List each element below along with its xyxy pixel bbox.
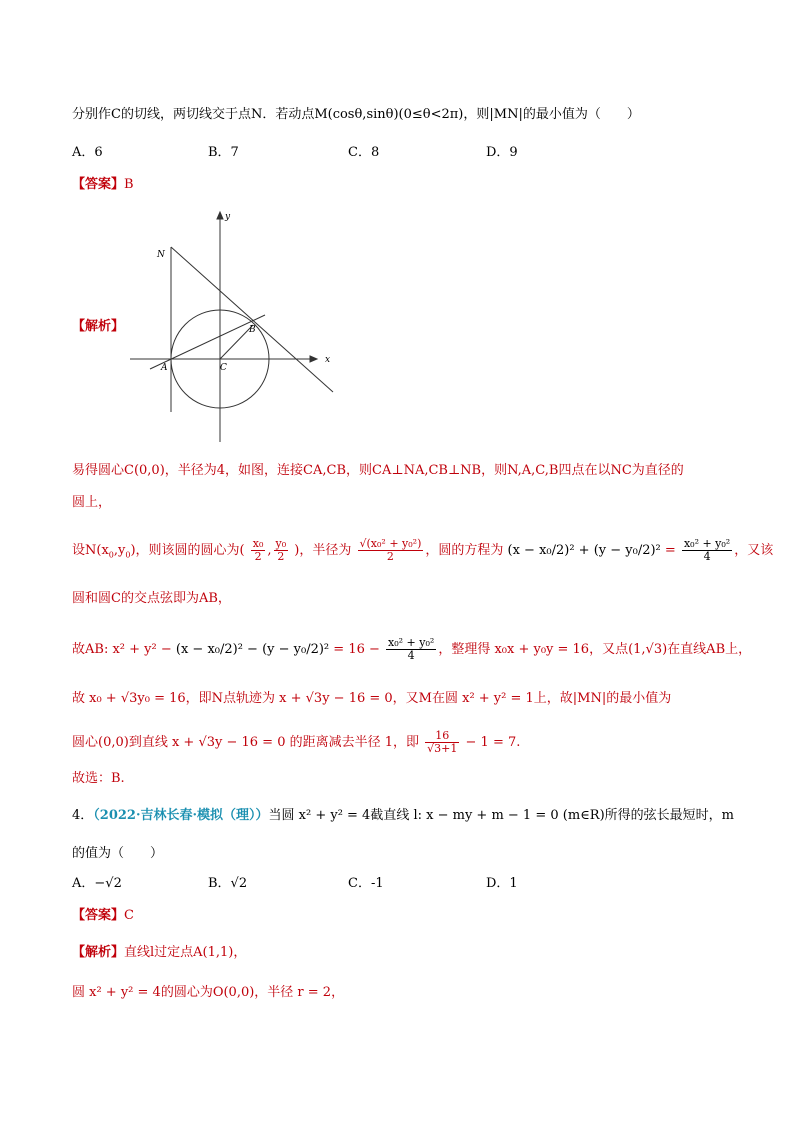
- label-n: N: [157, 250, 165, 260]
- q3-analysis-tag: [72, 318, 124, 336]
- sol2-part-d: )，半径为: [294, 543, 352, 558]
- frac-y0-half: $\frac{\text{y₀}}{2}$: [275, 537, 287, 563]
- sol-line-7: 故选：B.: [72, 771, 125, 786]
- y-axis-arrow: [217, 212, 223, 219]
- x-axis-arrow: [310, 356, 317, 362]
- sol2-part-c: )，则该圆的圆心为(: [130, 543, 245, 558]
- q4-option-a: A．−√2: [72, 876, 122, 891]
- q4-number: 4．: [72, 808, 94, 823]
- sol6-part-a: 圆心(0,0)到直线 x + √3y − 16 = 0 的距离减去半径 1，即: [72, 735, 420, 750]
- label-b: B: [249, 325, 256, 335]
- label-y: y: [225, 212, 231, 222]
- frac-radius: $\frac{\text{√(x₀² + y₀²)}}{2}$: [359, 537, 422, 563]
- sol-line-6: [72, 730, 520, 755]
- geometry-figure: [125, 207, 340, 447]
- segment-ab: [150, 315, 265, 369]
- q4-answer: [72, 907, 134, 925]
- circle-equation-left: (x − x₀/2)² + (y − y₀/2)²: [507, 543, 661, 558]
- q4-analysis-tag: 【解析】: [72, 945, 125, 960]
- sol2-part-e: ，圆的方程为: [425, 543, 504, 558]
- q3-option-a: A．6: [72, 145, 103, 160]
- label-a: A: [161, 363, 168, 373]
- sol-line-1: 易得圆心C(0,0)，半径为4，如图，连接CA,CB，则CA⊥NA,CB⊥NB，则N,A,C,B四点在以NC为直径的: [72, 463, 684, 478]
- q3-option-b: B．7: [208, 145, 239, 160]
- sol-line-2: 设$N(x_0,y_0)$，则该圆的圆心为( $\frac{\text{x₀}}{2}$ , $\frac{\text{y₀}}{2}$ )，半径为 $\frac{\text{√(x₀² + y₀²)}}{2}$ ，圆的方程为 (x − x₀/2)² + (y − y₀/2)² = $\frac{\text{x₀² + y₀²}}{4}$ ，又该: [72, 537, 774, 563]
- q4-analysis-line-1: [72, 944, 246, 962]
- analysis-tag: 【解析】: [72, 319, 125, 334]
- q4-stem-1: 当圆 x² + y² = 4截直线 l: x − my + m − 1 = 0 (m∈R)所得的弦长最短时，m: [268, 808, 734, 823]
- sol4-part-a: 故AB: x² + y² −: [72, 642, 172, 657]
- label-x: x: [325, 355, 331, 365]
- circle-equation-right: $\frac{\text{x₀² + y₀²}}{4}$: [683, 537, 731, 563]
- answer-value: B: [124, 177, 134, 192]
- sol-line-4: [72, 637, 751, 662]
- q3-answer: [72, 176, 134, 194]
- sol2-part-a: 设N(x: [72, 543, 109, 558]
- q4-sol-1: 直线l过定点A(1,1)，: [124, 945, 247, 960]
- q4-answer-value: C: [124, 908, 134, 923]
- sol2-part-f: ，又该: [734, 543, 774, 558]
- sol-line-1b: 圆上，: [72, 495, 112, 510]
- q3-option-c: C．8: [348, 145, 380, 160]
- sol-line-3: 圆和圆C的交点弦即为AB，: [72, 591, 231, 606]
- q3-option-d: D．9: [486, 145, 518, 160]
- ab-equation-frac: $\frac{\text{x₀² + y₀²}}{4}$: [388, 636, 435, 662]
- q4-source: （2022·吉林长春·模拟（理））: [93, 808, 269, 823]
- sol6-part-b: − 1 = 7.: [465, 735, 521, 750]
- sol2-part-b: ,y: [113, 543, 126, 558]
- label-c: C: [220, 363, 227, 373]
- ab-equation-mid: (x − x₀/2)² − (y − y₀/2)²: [175, 642, 330, 657]
- q4-analysis-line-2: 圆 x² + y² = 4的圆心为O(0,0)，半径 r = 2，: [72, 985, 345, 1000]
- sol-line-5: 故 x₀ + √3y₀ = 16，即N点轨迹为 x + √3y − 16 = 0，又M在圆 x² + y² = 1上，故|MN|的最小值为: [72, 691, 672, 706]
- q4-stem-line-1: [72, 807, 734, 825]
- q4-option-b: B．√2: [208, 876, 248, 891]
- q4-option-d: D．1: [486, 876, 518, 891]
- q4-option-c: C．-1: [348, 876, 384, 891]
- distance-fraction: $\frac{16}{√3+1}$: [427, 729, 458, 755]
- tangent-line-b: [171, 247, 333, 392]
- sol4-part-b: = 16 −: [333, 642, 380, 657]
- q4-stem-line-2: 的值为（ ）: [72, 846, 164, 861]
- frac-x0-half: $\frac{\text{x₀}}{2}$: [252, 537, 264, 563]
- q4-answer-tag: 【答案】: [72, 908, 125, 923]
- answer-tag: 【答案】: [72, 177, 125, 192]
- q3-stem-line: 分别作C的切线，两切线交于点N．若动点M(cosθ,sinθ)(0≤θ<2π)，则|MN|的最小值为（ ）: [72, 107, 640, 122]
- sol4-part-c: ，整理得 x₀x + y₀y = 16，又点(1,√3)在直线AB上，: [438, 642, 752, 657]
